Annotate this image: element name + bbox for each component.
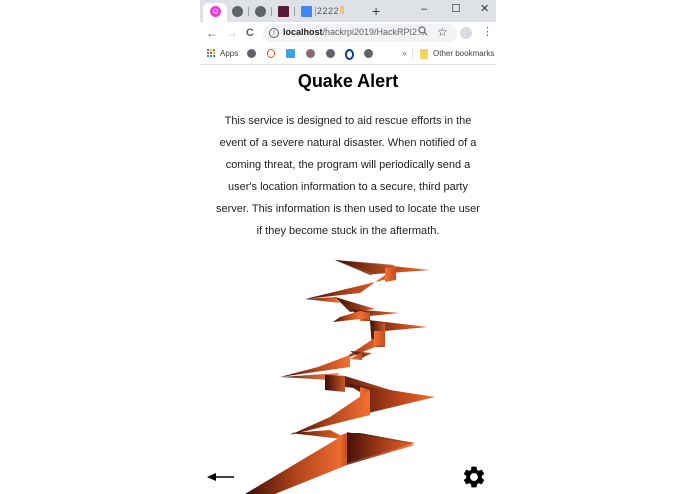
url-path: /hackrpi2019/HackRPI2... [322,27,425,37]
glyph-tab-label: 2222 [317,6,340,16]
folder-icon [420,49,428,59]
pink-smiley-icon: ☺ [210,6,221,16]
globe-icon[interactable] [232,6,243,17]
reload-button[interactable]: C [246,27,254,39]
browser-toolbar [200,22,496,44]
back-arrow-icon[interactable] [206,470,236,484]
bookmark-blue-arc-icon[interactable] [345,49,354,60]
close-button[interactable]: ✕ [480,3,490,15]
address-bar[interactable] [263,24,457,42]
tab-separator [248,7,249,16]
glyph-tab-group[interactable] [317,5,344,17]
bookmarks-overflow-button[interactable]: » [402,49,407,58]
url-host: localhost [283,27,323,37]
other-bookmarks[interactable]: Other bookmarks [433,49,495,58]
slack-icon[interactable] [278,6,289,17]
bookmark-apps[interactable]: Apps [220,49,239,58]
globe-icon[interactable] [364,49,373,58]
bookmark-orange-swirl-icon[interactable] [267,49,275,58]
crack-illustration [200,65,496,494]
tab-separator [271,7,272,16]
description-text: This service is designed to aid rescue efforts in the event of a severe natural disaster. When notified of a coming threat, the program will periodically send a user's location information to a secure, third party server. This information is then used to locate the user if they become stuck in the aftermath. [216,115,480,237]
forward-button[interactable]: → [226,26,238,40]
maximize-button[interactable]: ☐ [451,3,461,15]
profile-avatar[interactable] [460,27,472,39]
new-tab-button[interactable]: + [372,3,381,19]
bookmark-blue-square-icon[interactable] [286,49,295,58]
docs-icon[interactable] [301,6,312,17]
globe-icon[interactable] [247,49,256,58]
back-button[interactable]: ← [206,26,218,40]
globe-icon[interactable] [255,6,266,17]
bookmark-globe-color-icon[interactable] [306,49,315,58]
globe-icon[interactable] [326,49,335,58]
tab-separator [294,7,295,16]
orange-tab-icon [340,6,344,14]
url-text[interactable] [283,27,425,37]
apps-grid-icon [207,49,216,58]
bookmarks-bar [200,44,496,65]
bookmarks-divider [412,49,413,59]
tab-separator [315,7,316,16]
menu-button[interactable]: ⋮ [482,26,493,38]
zoom-icon[interactable] [418,26,428,39]
tab-strip [200,0,496,22]
minimize-button[interactable]: – [421,3,428,15]
settings-gear-icon[interactable] [461,464,487,490]
page-content [200,65,496,494]
info-icon[interactable]: i [269,28,279,38]
bookmark-star-icon[interactable]: ☆ [437,25,448,39]
browser-window [200,0,496,494]
page-title: Quake Alert [297,71,399,91]
